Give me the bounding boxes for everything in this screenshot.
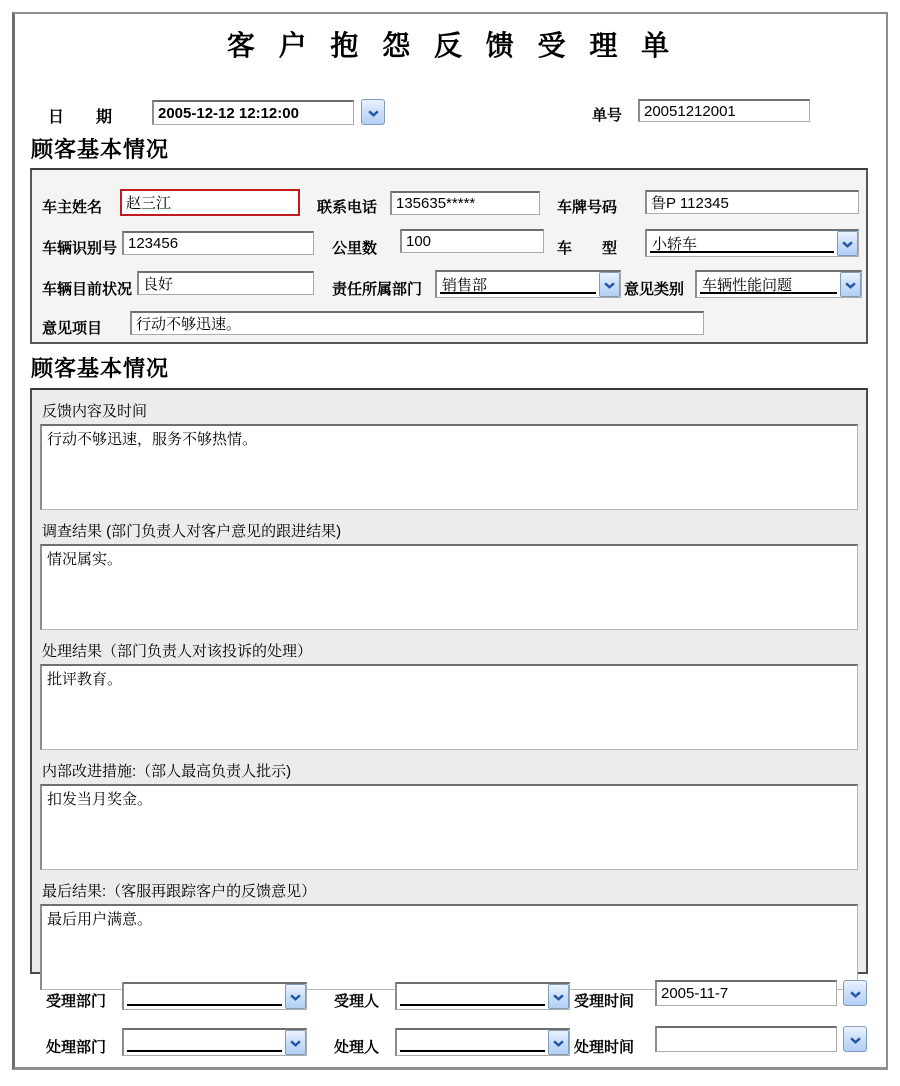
chevron-down-icon — [850, 1032, 861, 1047]
process-person-dropdown-button[interactable] — [548, 1030, 569, 1055]
chevron-down-icon — [842, 235, 853, 253]
date-label: 日 期 — [48, 109, 113, 126]
category-select-value: 车辆性能问题 — [700, 274, 837, 294]
vin-label: 车辆识别号 — [42, 240, 118, 257]
accept-dept-select[interactable] — [122, 982, 307, 1010]
process-dept-select-value — [127, 1032, 282, 1052]
category-label: 意见类别 — [624, 281, 685, 298]
owner-name-label: 车主姓名 — [42, 199, 103, 216]
survey-result-textarea[interactable] — [40, 544, 858, 630]
vin-input[interactable] — [122, 231, 314, 255]
feedback-content-label: 反馈内容及时间 — [42, 403, 148, 420]
car-type-dropdown-button[interactable] — [837, 231, 858, 256]
chevron-down-icon — [290, 988, 301, 1006]
car-type-label: 车 型 — [557, 240, 618, 257]
accept-time-input[interactable] — [655, 980, 837, 1006]
accept-person-dropdown-button[interactable] — [548, 984, 569, 1009]
feedback-group — [40, 514, 858, 630]
opinion-item-input[interactable] — [130, 311, 704, 335]
improvement-label: 内部改进措施:（部人最高负责人批示) — [42, 763, 292, 780]
department-select[interactable] — [435, 270, 621, 298]
department-select-value: 销售部 — [440, 274, 596, 294]
process-person-select[interactable] — [395, 1028, 570, 1056]
chevron-down-icon — [553, 988, 564, 1006]
owner-name-input[interactable] — [120, 189, 300, 216]
customer-info-heading: 顾客基本情况 — [31, 137, 170, 162]
accept-dept-label: 受理部门 — [46, 993, 107, 1010]
accept-time-dropdown-button[interactable] — [843, 980, 867, 1006]
process-time-input[interactable] — [655, 1026, 837, 1052]
order-number-label: 单号 — [592, 107, 623, 124]
final-result-label: 最后结果:（客服再跟踪客户的反馈意见） — [42, 883, 317, 900]
order-number-input[interactable] — [638, 99, 810, 122]
feedback-group — [40, 634, 858, 750]
car-type-select[interactable] — [645, 229, 859, 257]
plate-input[interactable] — [645, 190, 859, 214]
accept-person-label: 受理人 — [334, 993, 380, 1010]
handling-result-label: 处理结果（部门负责人对该投诉的处理） — [42, 643, 313, 660]
process-dept-select[interactable] — [122, 1028, 307, 1056]
department-dropdown-button[interactable] — [599, 272, 620, 297]
accept-dept-select-value — [127, 986, 282, 1006]
survey-result-label: 调查结果 (部门负责人对客户意见的跟进结果) — [42, 523, 342, 540]
feedback-group — [40, 394, 858, 510]
process-dept-label: 处理部门 — [46, 1039, 107, 1056]
accept-person-select-value — [400, 986, 545, 1006]
category-dropdown-button[interactable] — [840, 272, 861, 297]
accept-person-select[interactable] — [395, 982, 570, 1010]
condition-input[interactable] — [137, 271, 314, 295]
category-select[interactable] — [695, 270, 862, 298]
chevron-down-icon — [845, 276, 856, 294]
process-dept-dropdown-button[interactable] — [285, 1030, 306, 1055]
chevron-down-icon — [553, 1034, 564, 1052]
date-dropdown-button[interactable] — [361, 99, 385, 125]
final-result-textarea[interactable] — [40, 904, 858, 990]
process-person-select-value — [400, 1032, 545, 1052]
mileage-input[interactable] — [400, 229, 544, 253]
chevron-down-icon — [290, 1034, 301, 1052]
accept-time-label: 受理时间 — [574, 993, 635, 1010]
chevron-down-icon — [604, 276, 615, 294]
process-time-dropdown-button[interactable] — [843, 1026, 867, 1052]
plate-label: 车牌号码 — [557, 199, 618, 216]
feedback-box — [30, 388, 868, 974]
date-input[interactable] — [152, 100, 354, 125]
feedback-group — [40, 754, 858, 870]
chevron-down-icon — [368, 105, 379, 120]
page-title: 客 户 抱 怨 反 馈 受 理 单 — [226, 30, 674, 61]
feedback-content-textarea[interactable] — [40, 424, 858, 510]
feedback-heading: 顾客基本情况 — [31, 356, 170, 381]
chevron-down-icon — [850, 986, 861, 1001]
department-label: 责任所属部门 — [332, 281, 423, 298]
handling-result-textarea[interactable] — [40, 664, 858, 750]
phone-label: 联系电话 — [317, 199, 378, 216]
car-type-select-value: 小轿车 — [650, 233, 834, 253]
mileage-label: 公里数 — [332, 240, 378, 257]
customer-info-box — [30, 168, 868, 344]
feedback-group — [40, 874, 858, 990]
process-person-label: 处理人 — [334, 1039, 380, 1056]
opinion-item-label: 意见项目 — [42, 320, 103, 337]
accept-dept-dropdown-button[interactable] — [285, 984, 306, 1009]
phone-input[interactable] — [390, 191, 540, 215]
improvement-textarea[interactable] — [40, 784, 858, 870]
condition-label: 车辆目前状况 — [42, 281, 133, 298]
process-time-label: 处理时间 — [574, 1039, 635, 1056]
